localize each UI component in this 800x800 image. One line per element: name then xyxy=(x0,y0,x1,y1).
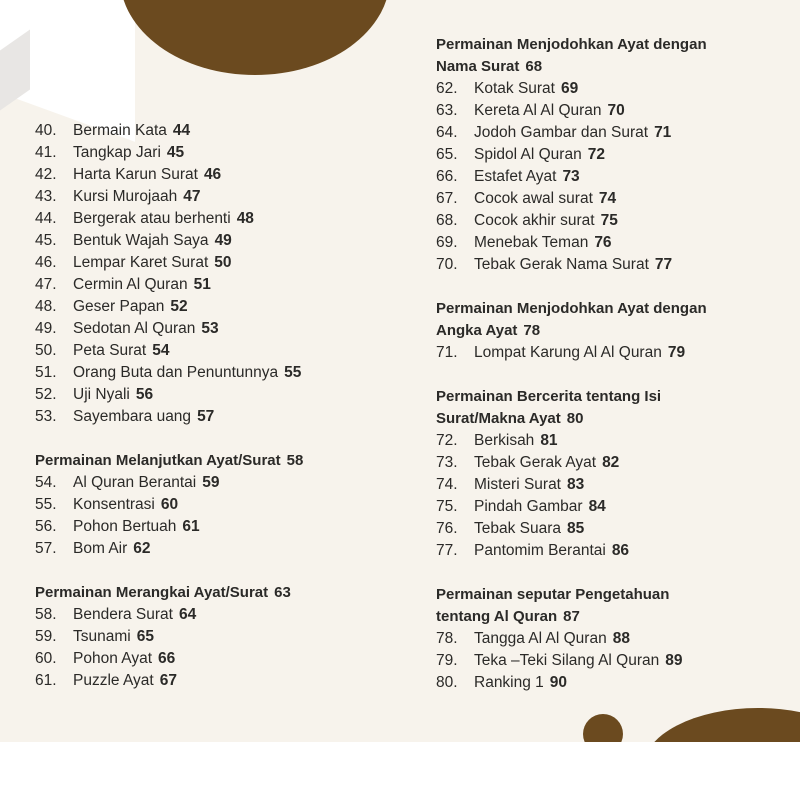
toc-entry-title: Bentuk Wajah Saya xyxy=(73,232,209,249)
toc-entry xyxy=(436,474,800,496)
section-page-number: 63 xyxy=(274,584,291,601)
toc-entry-number: 51. xyxy=(35,364,57,381)
toc-list-b xyxy=(35,472,415,560)
toc-entry-page: 89 xyxy=(665,652,683,669)
toc-entry-title: Pohon Ayat xyxy=(73,650,153,667)
toc-entry-number: 76. xyxy=(436,520,458,537)
toc-entry xyxy=(436,78,800,100)
toc-entry-page: 77 xyxy=(654,256,673,273)
toc-entry-title: Estafet Ayat xyxy=(474,168,557,185)
toc-entry-page: 49 xyxy=(214,232,232,249)
toc-entry-page: 74 xyxy=(598,190,617,207)
toc-entry-page: 66 xyxy=(158,650,176,667)
toc-entry-number: 63. xyxy=(436,102,458,119)
section-heading-line1: Permainan Menjodohkan Ayat dengan xyxy=(436,300,707,317)
bottom-dot-decoration xyxy=(583,714,623,742)
toc-entry xyxy=(35,472,415,494)
toc-entry-number: 44. xyxy=(35,210,57,227)
toc-entry-page: 75 xyxy=(600,212,618,229)
toc-entry-number: 80. xyxy=(436,674,458,691)
toc-entry-number: 50. xyxy=(35,342,57,359)
toc-entry-number: 65. xyxy=(436,146,458,163)
toc-entry-title: Tebak Gerak Nama Surat xyxy=(474,256,649,273)
toc-entry xyxy=(35,164,415,186)
toc-entry-page: 73 xyxy=(562,168,580,185)
toc-entry-title: Tebak Gerak Ayat xyxy=(474,454,597,471)
toc-entry-page: 60 xyxy=(160,496,179,513)
toc-entry-page: 62 xyxy=(133,540,151,557)
toc-list-r-b xyxy=(436,342,800,364)
toc-entry-page: 90 xyxy=(549,674,568,691)
toc-entry-number: 46. xyxy=(35,254,57,271)
toc-entry-number: 69. xyxy=(436,234,458,251)
toc-entry-page: 55 xyxy=(284,364,302,381)
toc-entry-page: 72 xyxy=(587,146,605,163)
toc-entry xyxy=(436,430,800,452)
toc-entry-title: Peta Surat xyxy=(73,342,147,359)
toc-entry-page: 67 xyxy=(159,672,177,689)
toc-entry-title: Pantomim Berantai xyxy=(474,542,606,559)
toc-entry-title: Tangga Al Al Quran xyxy=(474,630,607,647)
toc-entry xyxy=(35,296,415,318)
toc-section-merangkai xyxy=(35,582,415,692)
toc-entry xyxy=(436,650,800,672)
section-heading-text: Permainan Merangkai Ayat/Surat xyxy=(35,584,269,601)
toc-entry-title: Cermin Al Quran xyxy=(73,276,188,293)
toc-entry-number: 40. xyxy=(35,122,57,139)
toc-entry-number: 43. xyxy=(35,188,57,205)
toc-entry-title: Tangkap Jari xyxy=(73,144,161,161)
toc-entry-number: 47. xyxy=(35,276,57,293)
toc-entry-number: 77. xyxy=(436,542,458,559)
toc-section-menjodohkan-angka xyxy=(436,298,800,364)
toc-entry-page: 48 xyxy=(236,210,254,227)
toc-entry-title: Cocok akhir surat xyxy=(474,212,595,229)
toc-entry-title: Bermain Kata xyxy=(73,122,167,139)
toc-entry-page: 84 xyxy=(588,498,606,515)
toc-entry-number: 67. xyxy=(436,190,458,207)
toc-entry-page: 71 xyxy=(654,124,672,141)
toc-entry-page: 64 xyxy=(178,606,197,623)
toc-entry-page: 76 xyxy=(594,234,612,251)
toc-entry-page: 50 xyxy=(214,254,232,271)
section-heading-text: Surat/Makna Ayat xyxy=(436,410,561,427)
toc-entry xyxy=(436,672,800,694)
toc-entry xyxy=(436,188,800,210)
toc-entry-number: 66. xyxy=(436,168,458,185)
toc-entry-page: 53 xyxy=(201,320,219,337)
toc-entry-title: Jodoh Gambar dan Surat xyxy=(474,124,649,141)
toc-entry-title: Menebak Teman xyxy=(474,234,589,251)
toc-section-melanjutkan xyxy=(35,450,415,560)
toc-entry-title: Lempar Karet Surat xyxy=(73,254,209,271)
toc-entry xyxy=(436,122,800,144)
toc-list-a xyxy=(35,120,415,428)
toc-list-r-a xyxy=(436,78,800,276)
toc-entry-number: 62. xyxy=(436,80,458,97)
toc-entry-number: 68. xyxy=(436,212,458,229)
toc-entry-number: 64. xyxy=(436,124,458,141)
toc-entry xyxy=(35,604,415,626)
toc-entry-number: 45. xyxy=(35,232,57,249)
toc-entry xyxy=(35,252,415,274)
section-heading-line1: Permainan Bercerita tentang Isi xyxy=(436,388,662,405)
toc-entry-number: 75. xyxy=(436,498,458,515)
toc-entry xyxy=(35,384,415,406)
toc-entry-page: 65 xyxy=(136,628,154,645)
toc-entry-page: 47 xyxy=(183,188,201,205)
toc-entry xyxy=(35,538,415,560)
toc-left-column xyxy=(35,120,415,692)
toc-entry-number: 73. xyxy=(436,454,458,471)
toc-entry-title: Uji Nyali xyxy=(73,386,130,403)
toc-entry-page: 85 xyxy=(567,520,585,537)
toc-entry-title: Spidol Al Quran xyxy=(474,146,582,163)
toc-entry xyxy=(436,144,800,166)
toc-entry xyxy=(35,208,415,230)
toc-entry-title: Kursi Murojaah xyxy=(73,188,178,205)
toc-entry xyxy=(35,230,415,252)
toc-entry-page: 44 xyxy=(172,122,191,139)
toc-entry xyxy=(436,342,800,364)
toc-entry-title: Bendera Surat xyxy=(73,606,173,623)
toc-entry-page: 59 xyxy=(202,474,220,491)
toc-entry-title: Tebak Suara xyxy=(474,520,562,537)
toc-entry xyxy=(35,120,415,142)
toc-entry-title: Berkisah xyxy=(474,432,535,449)
toc-entry-page: 51 xyxy=(193,276,211,293)
section-heading-line2 xyxy=(436,408,800,430)
section-heading-line1: Permainan Menjodohkan Ayat dengan xyxy=(436,36,707,53)
toc-entry xyxy=(35,648,415,670)
toc-entry-page: 81 xyxy=(540,432,558,449)
toc-entry-number: 79. xyxy=(436,652,458,669)
toc-entry-number: 52. xyxy=(35,386,57,403)
toc-entry xyxy=(35,406,415,428)
toc-entry xyxy=(436,254,800,276)
toc-entry-title: Al Quran Berantai xyxy=(73,474,197,491)
toc-section-pengetahuan xyxy=(436,584,800,694)
toc-entry xyxy=(436,166,800,188)
toc-entry-title: Tsunami xyxy=(73,628,131,645)
toc-entry-page: 79 xyxy=(667,344,686,361)
toc-entry-page: 88 xyxy=(612,630,630,647)
toc-entry-title: Bom Air xyxy=(73,540,128,557)
section-heading-line1: Permainan seputar Pengetahuan xyxy=(436,586,670,603)
section-heading-line2 xyxy=(436,320,800,342)
toc-entry xyxy=(35,494,415,516)
toc-right-column xyxy=(436,34,800,694)
toc-entry-title: Harta Karun Surat xyxy=(73,166,198,183)
toc-entry xyxy=(35,362,415,384)
toc-entry xyxy=(436,496,800,518)
toc-entry xyxy=(436,540,800,562)
toc-entry-page: 52 xyxy=(170,298,188,315)
toc-entry xyxy=(35,318,415,340)
toc-entry-page: 54 xyxy=(152,342,170,359)
toc-entry xyxy=(436,518,800,540)
toc-entry xyxy=(436,100,800,122)
toc-entry-number: 41. xyxy=(35,144,57,161)
toc-entry-number: 78. xyxy=(436,630,458,647)
toc-entry-title: Sayembara uang xyxy=(73,408,192,425)
toc-entry-page: 61 xyxy=(182,518,200,535)
toc-entry-number: 74. xyxy=(436,476,458,493)
toc-entry-number: 57. xyxy=(35,540,57,557)
section-heading-text: Angka Ayat xyxy=(436,322,518,339)
toc-entry-page: 86 xyxy=(611,542,630,559)
toc-section-bercerita xyxy=(436,386,800,562)
toc-entry xyxy=(436,210,800,232)
toc-entry-page: 45 xyxy=(166,144,185,161)
toc-entry-title: Pindah Gambar xyxy=(474,498,583,515)
toc-entry-title: Misteri Surat xyxy=(474,476,561,493)
toc-entry xyxy=(436,628,800,650)
toc-entry xyxy=(35,340,415,362)
toc-entry-number: 54. xyxy=(35,474,57,491)
toc-section-menjodohkan-nama xyxy=(436,34,800,276)
toc-entry-title: Cocok awal surat xyxy=(474,190,593,207)
section-heading-text: tentang Al Quran xyxy=(436,608,558,625)
toc-entry-page: 83 xyxy=(567,476,585,493)
toc-entry-title: Konsentrasi xyxy=(73,496,155,513)
toc-entry-number: 60. xyxy=(35,650,57,667)
toc-entry-title: Geser Papan xyxy=(73,298,165,315)
toc-entry-page: 70 xyxy=(607,102,625,119)
toc-entry xyxy=(35,626,415,648)
section-page-number: 87 xyxy=(563,608,580,625)
toc-entry-number: 71. xyxy=(436,344,458,361)
toc-entry-number: 42. xyxy=(35,166,57,183)
section-page-number: 68 xyxy=(525,58,543,75)
toc-list-r-d xyxy=(436,628,800,694)
section-heading xyxy=(35,450,415,472)
toc-entry-title: Lompat Karung Al Al Quran xyxy=(474,344,662,361)
toc-entry-page: 82 xyxy=(602,454,620,471)
toc-entry-number: 61. xyxy=(35,672,57,689)
toc-entry-number: 55. xyxy=(35,496,57,513)
toc-entry-title: Sedotan Al Quran xyxy=(73,320,196,337)
toc-entry-page: 69 xyxy=(561,80,579,97)
section-heading xyxy=(35,582,415,604)
toc-entry-title: Orang Buta dan Penuntunnya xyxy=(73,364,279,381)
toc-entry-title: Bergerak atau berhenti xyxy=(73,210,231,227)
bottom-blob-decoration xyxy=(643,708,800,742)
section-page-number: 80 xyxy=(566,410,584,427)
toc-entry-number: 72. xyxy=(436,432,458,449)
toc-entry-number: 49. xyxy=(35,320,57,337)
toc-entry-number: 48. xyxy=(35,298,57,315)
section-page-number: 58 xyxy=(286,452,304,469)
toc-entry-title: Pohon Bertuah xyxy=(73,518,177,535)
toc-entry xyxy=(35,186,415,208)
toc-entry-title: Kereta Al Al Quran xyxy=(474,102,602,119)
toc-entry xyxy=(436,232,800,254)
section-heading-text: Permainan Melanjutkan Ayat/Surat xyxy=(35,452,281,469)
toc-entry-number: 53. xyxy=(35,408,57,425)
section-heading-line2 xyxy=(436,56,800,78)
toc-entry xyxy=(436,452,800,474)
top-blob-decoration xyxy=(120,0,390,75)
toc-entry xyxy=(35,670,415,692)
toc-list-c xyxy=(35,604,415,692)
toc-entry xyxy=(35,516,415,538)
toc-list-r-c xyxy=(436,430,800,562)
section-page-number: 78 xyxy=(523,322,541,339)
section-heading-line2 xyxy=(436,606,800,628)
toc-entry-title: Puzzle Ayat xyxy=(73,672,154,689)
toc-entry-number: 56. xyxy=(35,518,57,535)
toc-entry-page: 57 xyxy=(197,408,215,425)
toc-entry-page: 46 xyxy=(203,166,222,183)
toc-entry-title: Teka –Teki Silang Al Quran xyxy=(474,652,660,669)
toc-entry-number: 58. xyxy=(35,606,57,623)
toc-entry xyxy=(35,142,415,164)
toc-entry-title: Ranking 1 xyxy=(474,674,544,691)
toc-entry-number: 59. xyxy=(35,628,57,645)
toc-entry-page: 56 xyxy=(135,386,154,403)
toc-entry-title: Kotak Surat xyxy=(474,80,555,97)
section-heading-text: Nama Surat xyxy=(436,58,520,75)
toc-entry-number: 70. xyxy=(436,256,458,273)
toc-entry xyxy=(35,274,415,296)
